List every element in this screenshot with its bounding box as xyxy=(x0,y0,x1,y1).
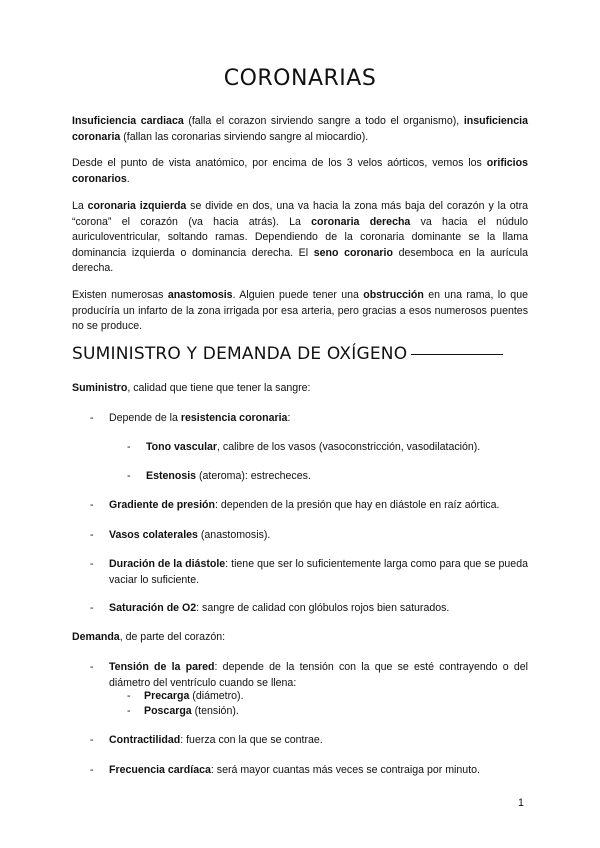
text-run: Desde el punto de vista anatómico, por encima de los 3 velos aórticos, vemos los xyxy=(72,157,487,169)
list-dash: - xyxy=(90,412,94,424)
bold-term: Insuficiencia cardiaca xyxy=(72,115,184,127)
list-item-text xyxy=(144,704,528,720)
list-item-text xyxy=(144,689,528,705)
list-item xyxy=(127,469,528,485)
list-item xyxy=(90,733,528,749)
bold-term: coronaria derecha xyxy=(311,215,411,228)
text-run: Existen numerosas xyxy=(72,289,168,301)
bold-term: Tensión de la pared xyxy=(109,661,215,673)
list-item xyxy=(127,689,528,705)
text-run: (anastomosis). xyxy=(197,529,271,541)
text-run: se divide en dos, una va hacia la zona más baja del corazón y la otra “corona” el corazón (va hacia atrás). La xyxy=(72,200,528,228)
paragraph-demanda xyxy=(72,630,528,646)
list-item xyxy=(90,601,528,617)
text-run: : xyxy=(287,412,291,424)
text-run: (ateroma): estrecheces. xyxy=(196,470,311,482)
text-run: va hacia el núdulo auriculoventricular, soltando ramas. Dependiendo de la coronaria dominante se la llama dominancia izquierda o dominancia derecha. El xyxy=(72,215,528,259)
page-number: 1 xyxy=(518,797,524,809)
bold-term: Estenosis xyxy=(146,470,197,482)
list-dash: - xyxy=(90,764,94,776)
bold-term: Contractilidad xyxy=(109,734,181,746)
list-dash: - xyxy=(90,734,94,746)
text-run: , de parte del corazón: xyxy=(119,631,226,643)
text-run: : sangre de calidad con glóbulos rojos bien saturados. xyxy=(196,602,450,614)
paragraph-coronarias xyxy=(72,199,528,277)
text-run: (falla el corazon sirviendo sangre a todo el organismo), xyxy=(183,115,464,127)
text-run: (tensión). xyxy=(191,705,239,717)
list-item xyxy=(90,660,528,691)
text-run: La xyxy=(72,200,88,212)
section-heading xyxy=(72,344,503,364)
text-run: Depende de la xyxy=(109,412,181,424)
list-item-text xyxy=(146,440,528,456)
section-heading-text: SUMINISTRO Y DEMANDA DE OXÍGENO xyxy=(72,344,408,364)
list-dash: - xyxy=(127,470,131,482)
bold-term: seno coronario xyxy=(313,246,393,259)
bold-term: Gradiente de presión xyxy=(109,499,215,511)
bold-term: Saturación de O2 xyxy=(109,602,197,614)
page-title: CORONARIAS xyxy=(223,66,377,91)
text-run: (fallan las coronarias sirviendo sangre al miocardio). xyxy=(120,130,369,143)
text-run: (diámetro). xyxy=(189,690,244,702)
list-item xyxy=(127,704,528,720)
list-item-text xyxy=(109,557,528,588)
bold-term: Vasos colaterales xyxy=(109,529,198,541)
list-dash: - xyxy=(127,441,131,453)
list-dash: - xyxy=(90,602,94,614)
bold-term: obstrucción xyxy=(363,289,424,301)
list-item-text xyxy=(109,498,528,514)
list-item xyxy=(127,440,528,456)
bold-term: Precarga xyxy=(144,690,190,702)
list-dash: - xyxy=(127,690,131,702)
text-run: : dependen de la presión que hay en diástole en raíz aórtica. xyxy=(214,499,500,511)
bold-term: coronaria izquierda xyxy=(87,200,187,212)
text-run: en una rama, lo que producíría un infarto de la zona irrigada por esa arteria, pero gracias a esos numerosos puentes no se produce. xyxy=(72,289,528,333)
text-run: desemboca en la aurícula derecha. xyxy=(72,246,529,275)
heading-rule xyxy=(411,354,503,355)
list-item xyxy=(90,763,528,779)
list-item-text xyxy=(146,469,528,485)
list-item-text xyxy=(109,660,528,691)
list-item xyxy=(90,557,528,588)
bold-term: Duración de la diástole xyxy=(109,558,226,570)
list-item-text xyxy=(109,411,528,427)
text-run: . xyxy=(126,172,130,185)
list-dash: - xyxy=(90,558,94,570)
paragraph-suministro xyxy=(72,381,528,397)
list-item xyxy=(90,528,528,544)
bold-term: Frecuencia cardíaca xyxy=(109,764,211,776)
bold-term: Suministro xyxy=(72,382,128,394)
bold-term: anastomosis xyxy=(167,289,233,301)
list-dash: - xyxy=(90,529,94,541)
text-run: : depende de la tensión con la que se esté contrayendo o del diámetro del ventrículo cuando se llena: xyxy=(109,661,528,689)
bold-term: Tono vascular xyxy=(146,441,218,453)
paragraph-insuficiencia xyxy=(72,114,528,145)
bold-term: Poscarga xyxy=(144,705,192,717)
text-run: , calibre de los vasos (vasoconstricción, vasodilatación). xyxy=(217,441,481,453)
list-dash: - xyxy=(90,499,94,511)
list-dash: - xyxy=(90,661,94,673)
paragraph-orificios xyxy=(72,156,528,187)
bold-term: resistencia coronaria xyxy=(180,412,288,424)
text-run: . Alguien puede tener una xyxy=(232,289,364,301)
list-dash: - xyxy=(127,705,131,717)
bold-term: Demanda xyxy=(72,631,120,643)
list-item-text xyxy=(109,763,528,779)
bold-term: orificios coronarios xyxy=(72,157,528,185)
text-run: : será mayor cuantas más veces se contraiga por minuto. xyxy=(210,764,480,776)
list-item-text xyxy=(109,528,528,544)
list-item-text xyxy=(109,601,528,617)
bold-term: insuficiencia coronaria xyxy=(72,115,528,143)
text-run: : fuerza con la que se contrae. xyxy=(180,734,323,746)
text-run: , calidad que tiene que tener la sangre: xyxy=(127,382,311,394)
text-run: : tiene que ser lo suficientemente larga como para que se pueda vaciar lo suficiente. xyxy=(109,558,528,586)
list-item xyxy=(90,498,528,514)
list-item xyxy=(90,411,528,427)
list-item-text xyxy=(109,733,528,749)
paragraph-anastomosis xyxy=(72,288,528,335)
